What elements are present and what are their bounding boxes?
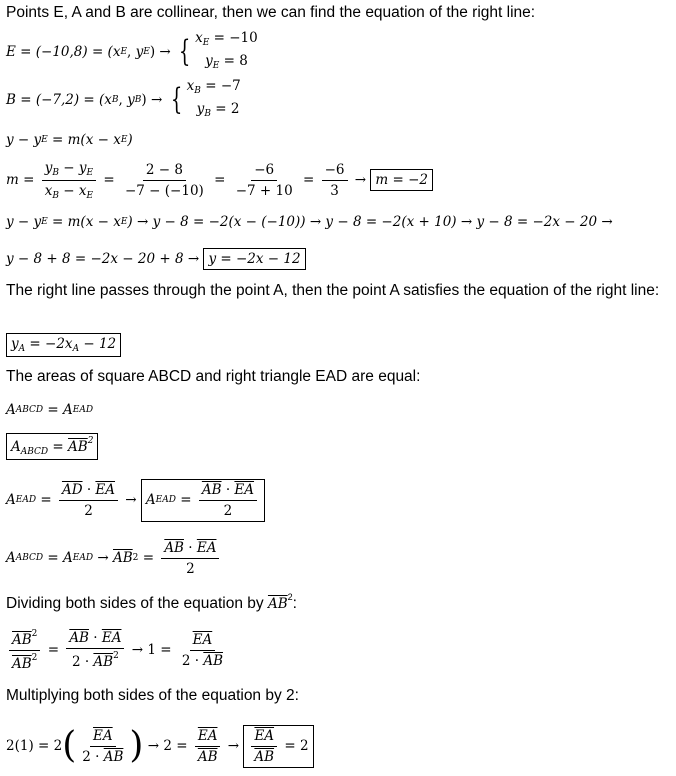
area-equality: A ABCD = A EAD	[6, 402, 94, 418]
slope-fraction-4: $\frac{-6}{3}$	[322, 162, 348, 199]
mult-inner-fraction: $\frac{\overline{EA}}{2 \cdot \overline{AB}}$	[82, 727, 124, 765]
mult-result-fraction: $\frac{\overline{EA}}{AB}$	[195, 728, 221, 765]
point-b-system: { $x_B = -7$ $y_B = 2$	[170, 78, 241, 119]
brace-icon: {	[170, 82, 182, 117]
triangle-area-box: A EAD = $\frac{\overline{AB} \cdot \overline{EA}}{2}$	[141, 479, 265, 522]
division-rhs-fraction: $\frac{\overline{EA}}{2 \cdot \overline{AB}}$	[181, 631, 223, 669]
point-b-equation: B = (−7,2) = ( x B , y B ) → { $x_B = -7$ $y_B = 2$	[6, 78, 241, 122]
dividing-text: Dividing both sides of the equation by $\overline{AB}^2$:	[6, 592, 297, 612]
multiplication-equation: 2(1) = 2 ( $\frac{\overline{EA}}{2 \cdot \overline{AB}}$ ) → 2 = $\frac{\overline{EA}}{AB}$ → $\frac{\overline{EA}}{AB}$ = 2	[6, 718, 314, 774]
ya-box: $y_A = -2x_A - 12$	[6, 333, 121, 357]
point-e-system: { $x_E = -10$ $y_E = 8$	[178, 30, 258, 71]
slope-fraction-2: $\frac{2 - 8}{-7 - (-10)}$	[124, 161, 204, 199]
combined-area: A ABCD = A EAD → $\overline{AB}$ 2 = $\frac{\overline{AB} \cdot \overline{EA}}{2}$	[6, 536, 222, 580]
square-area	[6, 430, 98, 462]
point-e-equation: E = (−10,8) = ( x E , y E ) → { $x_E = -10$ $y_E = 8$	[6, 30, 258, 74]
square-area-box: $A_{ABCD} = \overline{AB}^2$	[6, 433, 98, 460]
passes-text: The right line passes through the point A, then the point A satisfies the equation of the right line:	[6, 282, 660, 299]
brace-icon: {	[178, 34, 191, 69]
intro-text: Points E, A and B are collinear, then we can find the equation of the right line:	[6, 4, 536, 21]
division-mid-fraction: $\frac{\overline{AB} \cdot \overline{EA}}{2 \cdot \overline{AB}^2}$	[66, 630, 124, 670]
triangle-fraction: $\frac{\overline{AD} \cdot \overline{EA}}{2}$	[59, 482, 118, 519]
line-result: y − 8 + 8 = −2x − 20 + 8 → y = −2x − 12	[6, 247, 306, 271]
slope-fraction-1: $\frac{y_B - y_E}{x_B - x_E}$	[42, 160, 96, 201]
slope-calculation: m = $\frac{y_B - y_E}{x_B - x_E}$ = $\frac{2 - 8}{-7 - (-10)}$ = $\frac{-6}{-7 + 10}$ = $\frac{-6}{3}$ → m = −2	[6, 158, 433, 202]
combined-fraction: $\frac{\overline{AB} \cdot \overline{EA}}{2}$	[161, 540, 219, 577]
line-result-box: y = −2x − 12	[203, 248, 305, 270]
slope-fraction-3: $\frac{-6}{-7 + 10}$	[235, 161, 293, 199]
areas-text: The areas of square ABCD and right triangle EAD are equal:	[6, 368, 421, 385]
final-result-box: $\frac{\overline{EA}}{AB}$ = 2	[243, 725, 313, 768]
triangle-area: A EAD = $\frac{\overline{AD} \cdot \overline{EA}}{2}$ → A EAD = $\frac{\overline{AB} \cdot \overline{EA}}{2}$	[6, 474, 265, 526]
slope-result-box: m = −2	[370, 169, 433, 191]
division-lhs-fraction: $\frac{\overline{AB}^2}{\overline{AB}^2}$	[9, 629, 40, 672]
division-equation: $\frac{\overline{AB}^2}{\overline{AB}^2}$ = $\frac{\overline{AB} \cdot \overline{EA}}{2 \cdot \overline{AB}^2}$ → 1 = $\frac{\overline{EA}}{2 \cdot \overline{AB}}$	[6, 624, 229, 676]
line-derivation: y − y E = m(x − x E ) → y − 8 = −2(x − (−10)) → y − 8 = −2(x + 10) → y − 8 = −2x − 20 →	[6, 214, 613, 230]
ya-equation	[6, 333, 121, 357]
multiplying-text: Multiplying both sides of the equation by 2:	[6, 687, 299, 704]
point-slope-form: y − y E = m(x − x E )	[6, 132, 133, 148]
